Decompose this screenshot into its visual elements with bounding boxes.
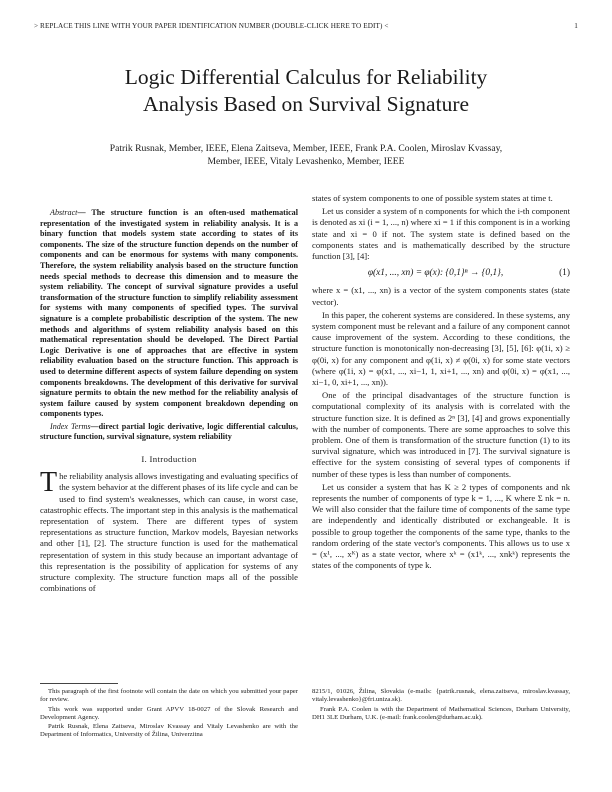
equation-1 (312, 268, 570, 279)
abstract-text: The structure function is an often-used mathematical representation of the investigated system in reliability analysis. It is a binary function that models system state according to states of its components. The size of the structure function depends on the number of components and can be enormous for systems with many components. Therefore, the system reliability analysis based on the structure function needs special methods to decrease this dimension and to measure the system reliability. The concept of survival signature provides a useful transformation of the structure function to simplify reliability assessment for systems with many components of specified types. The survival signature is a complete probabilistic description of the system. The new methods and algorithms of system reliability analysis based on this mathematical representation should be developed. The Direct Partial Logic Derivative is one of approaches that are effective in system reliability evaluation based on the structure function. This approach is used to determine different aspects of system failure depending on system components breakdowns. The development of this derivative for survival signature permits to obtain the new method for the reliability analysis of system failure caused by system component breakdown depending on components types. (40, 208, 298, 419)
right-paragraph-1: Let us consider a system of n components for which the i-th component is denoted as xi (i = 1, ..., n) where xi = 1 if this component is in a working state and xi = 0 if not. The system state is defined based on the components states and is mathematically described by the structure function [3], [4]: (312, 206, 570, 262)
author-list (70, 142, 542, 168)
footnote-affiliation-1: Patrik Rusnak, Elena Zaitseva, Miroslav Kvassay and Vitaly Levashenko are with the Department of Informatics, University of Žilina, Univerzitna (40, 723, 298, 739)
equation-1-body: φ(x1, ..., xn) = φ(x): {0,1}ⁿ → {0,1}, (367, 268, 504, 279)
running-header (34, 22, 578, 34)
right-paragraph-5: Let us consider a system that has K ≥ 2 types of components and nk represents the number of components of type k = 1, ..., K where Σ nk = n. We will also consider that the failure time of components of the same type are independently and identically distributed or exchangeable. It is possible to group together the components of the same type, thanks to the random ordering of the state vector's components. This allows us to use x = (x¹, ..., xᴷ) as a state vector, where xᵏ = (x1ᵏ, ..., xnkᵏ) represents the states of the components of type k. (312, 481, 570, 571)
footnote-rule (40, 683, 118, 684)
right-paragraph-3: In this paper, the coherent systems are considered. In these systems, any system component must be relevant and a failure of any component cannot cause improvement of the system. According to these conditions, the structure function is monotonically non-decreasing [3], [5], [6]: φ(1i, x) ≥ φ(0i, x) for any component and φ(1i, x) ≠ φ(0i, x) for some state vectors (where φ(1i, x) = φ(x1, ..., xi−1, 1, xi+1, ..., xn) and φ(0i, x) = φ(x1, ..., xi−1, 0, xi+1, ..., xn)). (312, 309, 570, 388)
author-line2: Member, IEEE, Vitaly Levashenko, Member, IEEE (207, 156, 405, 167)
footnotes-right (312, 688, 570, 723)
paper-title (40, 64, 572, 118)
footnote-date: This paragraph of the first footnote will contain the date on which you submitted your paper for review. (40, 688, 298, 704)
drop-cap: T (40, 467, 58, 499)
index-terms: Index Terms—direct partial logic derivative, logic differential calculus, structure function, survival signature, system reliability (40, 421, 298, 442)
index-terms-label: Index Terms (50, 421, 91, 431)
right-paragraph-0: states of system components to one of possible system states at time t. (312, 193, 553, 203)
right-paragraph-2: where x = (x1, ..., xn) is a vector of the system components states (state vector). (312, 285, 570, 307)
footnote-affiliation-1-cont: 8215/1, 01026, Žilina, Slovakia (e-mails: {patrik.rusnak, elena.zaitseva, miroslav.kvassay, vitaly.levashenko}@fri.uniza.sk). (312, 688, 570, 704)
intro-paragraph-text: he reliability analysis allows investigating and evaluating specifics of the system behavior at the different phases of its life cycle and can be used to find system's weaknesses, which can cause, in worst case, catastrophic effects. The important step in this analysis is the mathematical representation of system. There are different types of system representations as structure function, Markov models, Bayesian networks and other [1], [2]. The structure function is used for the mathematical representation of system in this study because an important advantage of this representation is the possibility of application for systems of any structure complexity. The structure function maps all of the possible combinations of (40, 471, 298, 594)
equation-1-number: (1) (559, 268, 570, 279)
page-number: 1 (574, 22, 578, 30)
paper-title-line2: Analysis Based on Survival Signature (142, 92, 470, 116)
paper-title-line1: Logic Differential Calculus for Reliability (124, 65, 488, 89)
section-heading-introduction: I. Introduction (141, 454, 197, 465)
running-header-text: > REPLACE THIS LINE WITH YOUR PAPER IDENTIFICATION NUMBER (DOUBLE-CLICK HERE TO EDIT) < (34, 22, 389, 30)
index-terms-text: direct partial logic derivative, logic differential calculus, structure function, survival signature, system reliability (40, 421, 298, 442)
left-column (40, 208, 298, 597)
footnote-affiliation-2: Frank P.A. Coolen is with the Department of Mathematical Sciences, Durham University, DH1 3LE Durham, U.K. (e-mail: frank.coolen@durham.ac.uk). (312, 705, 570, 721)
author-line1: Patrik Rusnak, Member, IEEE, Elena Zaitseva, Member, IEEE, Frank P.A. Coolen, Miroslav Kvassay, (109, 143, 503, 154)
abstract-label: Abstract (50, 208, 78, 217)
right-column (312, 193, 570, 574)
footnote-grant: This work was supported under Grant APVV 18-0027 of the Slovak Research and Development Agency. (40, 705, 298, 721)
intro-paragraph (40, 467, 298, 594)
abstract: Abstract— The structure function is an often-used mathematical representation of the investigated system in reliability analysis. It is a binary function that models system state according to states of its components. The size of the structure function depends on the number of components and can be enormous for systems with many components. Therefore, the system reliability analysis based on the structure function needs special methods to decrease this dimension and to measure the system reliability. The concept of survival signature provides a useful transformation of the structure function to simplify reliability assessment for systems with many components of specified types. The survival signature is a complete probabilistic description of the system. The new methods and algorithms of system reliability analysis based on this mathematical representation should be developed. The Direct Partial Logic Derivative is one of approaches that are effective in system reliability evaluation based on the structure function. This approach is used to determine different aspects of system failure depending on system components breakdowns. The development of this derivative for survival signature permits to obtain the new method for the reliability analysis of system failure caused by system component breakdown depending on components types. (40, 208, 298, 419)
footnotes-left (40, 688, 298, 741)
right-paragraph-4: One of the principal disadvantages of the structure function is computational complexity of its analysis with is correlated with the structure function size. It is defined as 2ⁿ [3], [4] and grows exponentially with the number of components. There are some approaches to solve this problem. One of them is transformation of the structure function (1) to its survival signature, which was introduced in [7]. The survival signature is effective for the system consisting of several types of components if number of these types is less than number of components. (312, 390, 570, 479)
